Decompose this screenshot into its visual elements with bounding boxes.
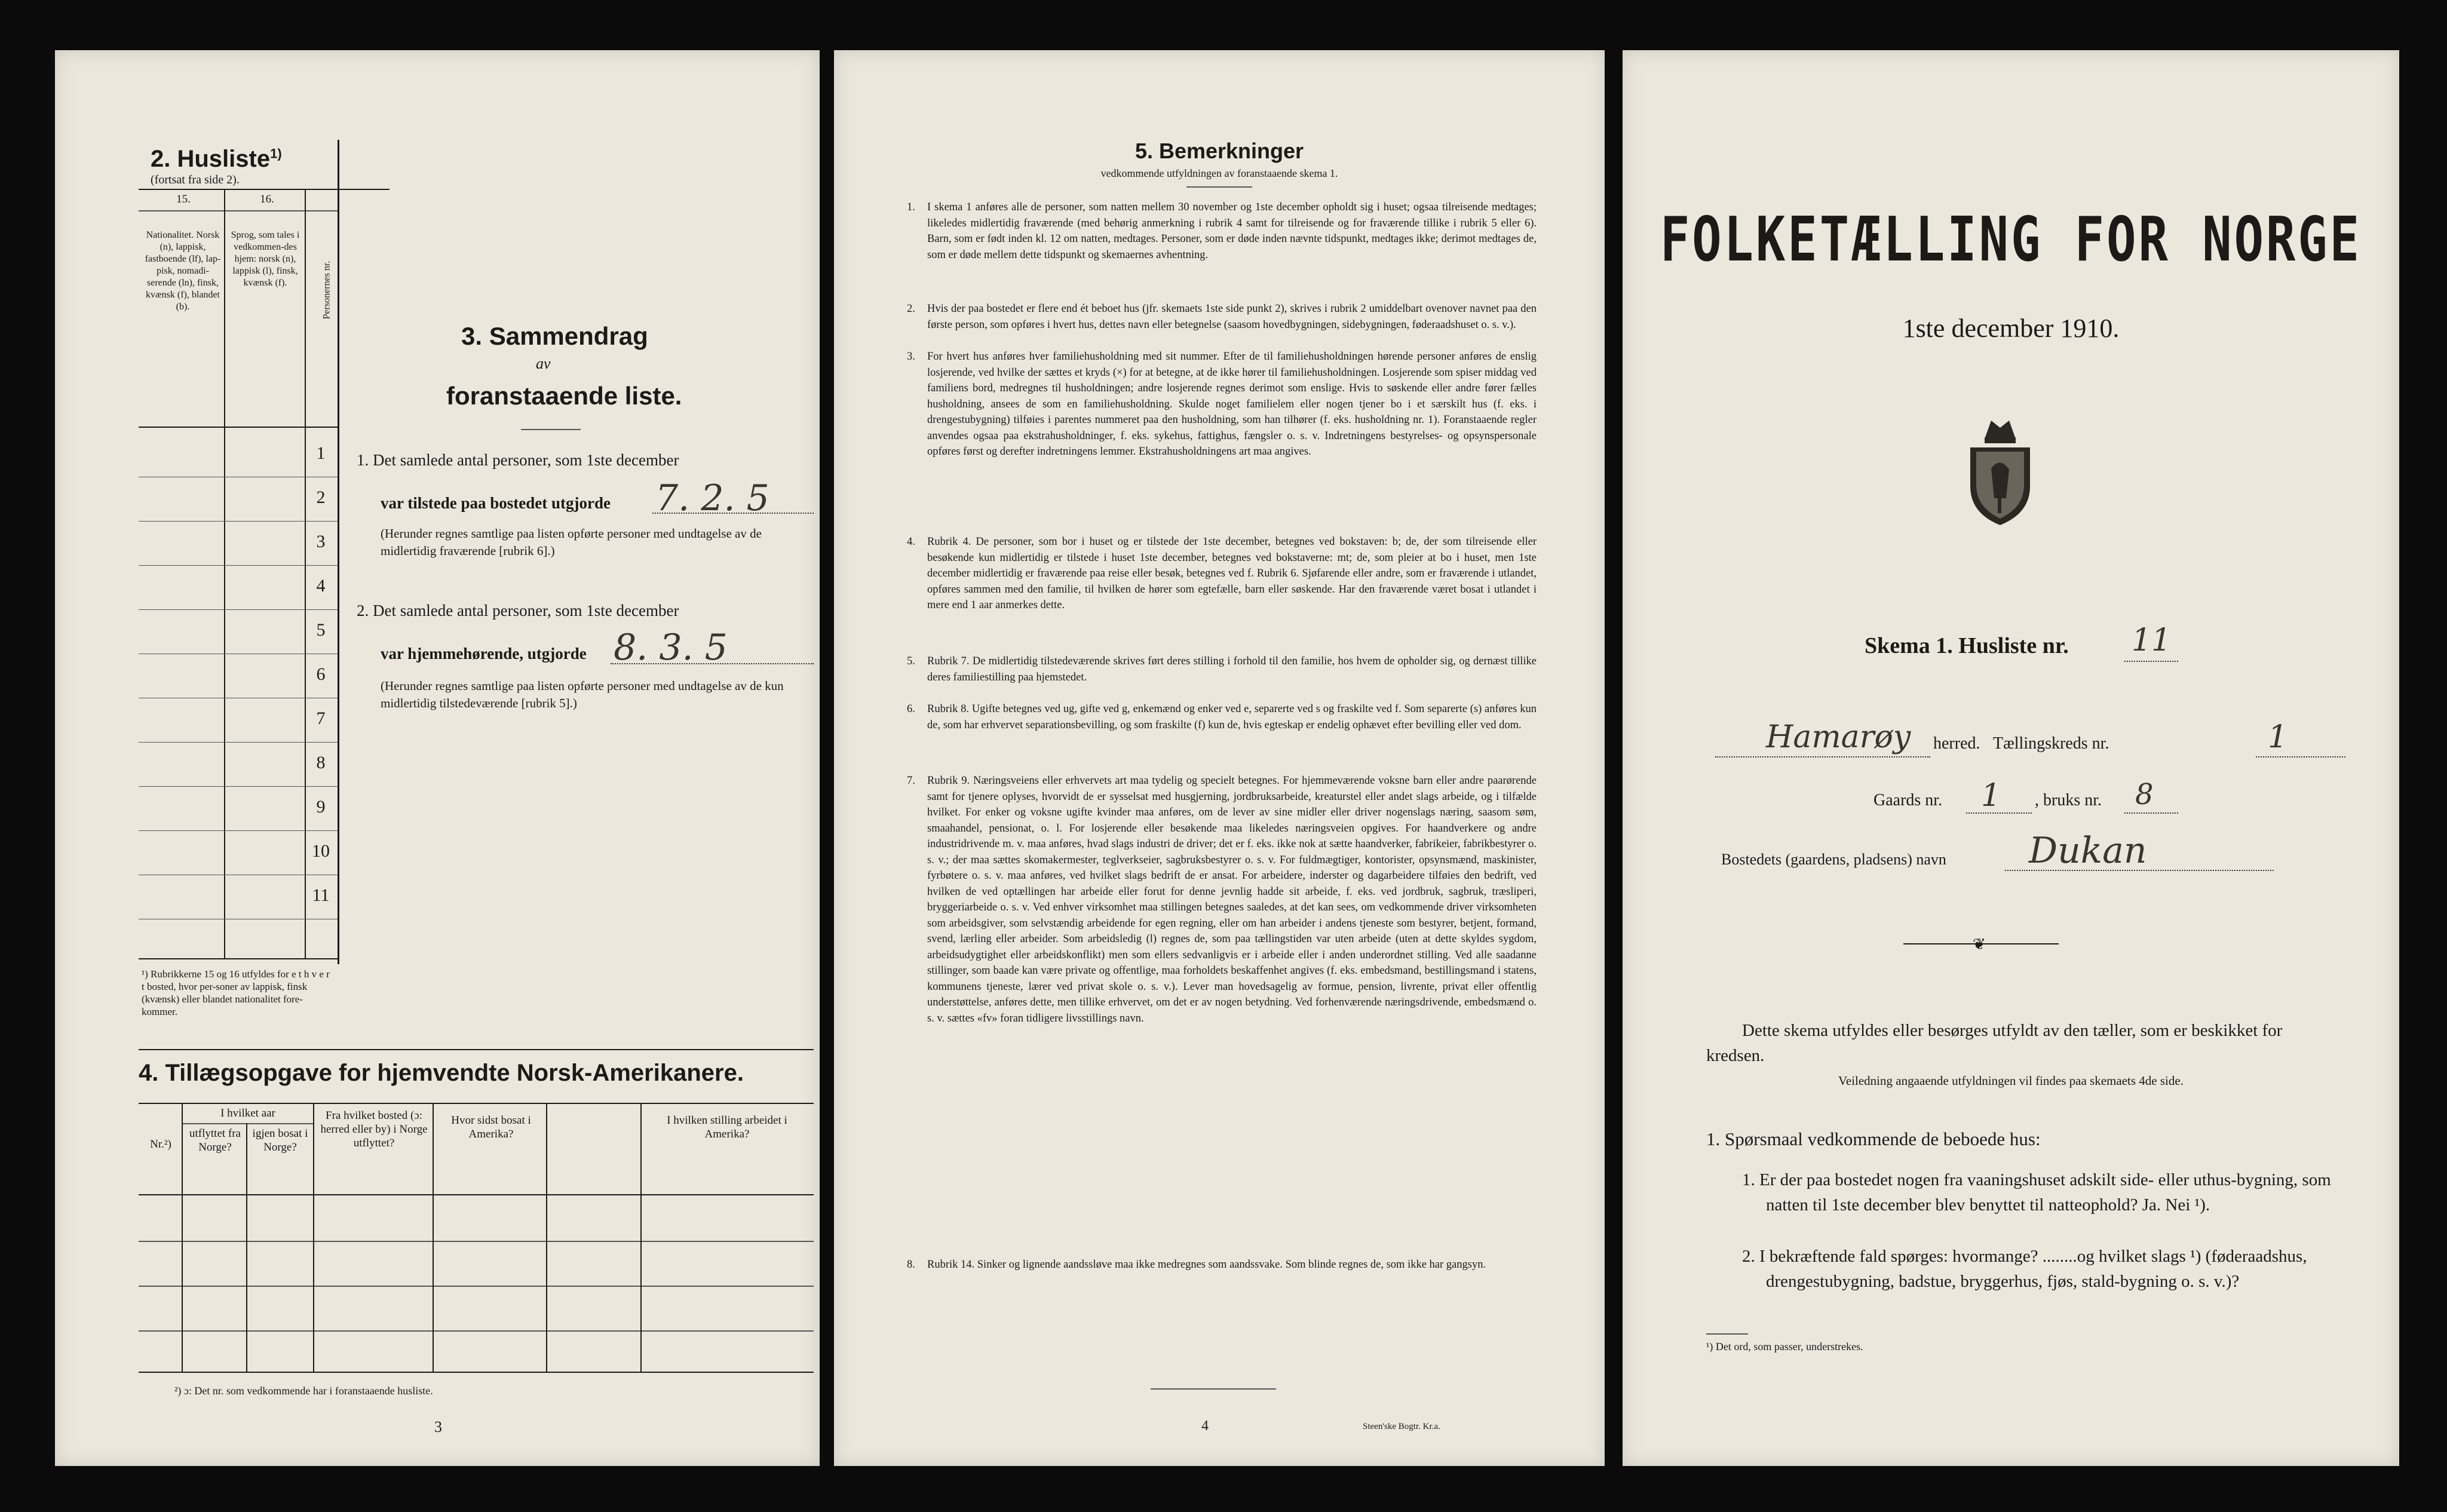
t-hvilket-aar-header: I hvilket aar bbox=[220, 1107, 275, 1120]
bruks-value[interactable]: 8 bbox=[2135, 778, 2154, 811]
remark-item bbox=[907, 301, 1537, 333]
t-fra-header: Fra hvilket bosted (ɔ: herred eller by) i Norge utflyttet? bbox=[320, 1109, 428, 1149]
row-divider bbox=[139, 565, 338, 566]
item2-label: var hjemmehørende, utgjorde bbox=[381, 645, 587, 663]
footnote-right: ¹) Det ord, som passer, understrekes. bbox=[1706, 1341, 1863, 1352]
row-number: 10 bbox=[312, 841, 330, 861]
gaards-value[interactable]: 1 bbox=[1981, 778, 2001, 814]
row-number: 1 bbox=[316, 443, 326, 463]
remark-text: For hvert hus anføres hver familiehusholdning med sit nummer. Efter de til familiehusholdningen hørende personer anføres de enslig losjerende, ved hvilke der sættes et kryds (×) for at betegne, at de ikke hører til familiehusholdningen. Losjerende som spiser middag ved familiens bord, medregnes til husholdningen; andre losjerende regnes derimot som enslige. Hvis to søskende eller andre fører fælles husholdning, ansees de som en familiehusholdning. Skulde noget familielem eller nogen tjener bo i et særskilt hus (f. eks. i drengestubygning) tilføies i parentes nummeret paa den husholdning, som han tilhører (f. eks. husholdning nr. 1). Foranstaaende regler anvendes ogsaa paa ekstrahusholdninger, f. eks. sykehus, fattighus, fængsler o. s. v. Indretningens bestyrelses- og opsynspersonale opføres først og derefter indretningens lemmer. Ekstrahusholdningens art maa angives. bbox=[927, 351, 1537, 458]
item2-note: (Herunder regnes samtlige paa listen opførte personer med undtagelse av de kun midlertidig tilstedeværende [rubrik 5].) bbox=[381, 679, 784, 710]
intro-text: Dette skema utfyldes eller besørges utfyldt av den tæller, som er beskikket for kredsen. bbox=[1706, 1021, 2283, 1065]
tillaeg-title: 4. Tillægsopgave for hjemvendte Norsk-Amerikanere. bbox=[139, 1060, 744, 1086]
remark-number: 7. bbox=[907, 775, 915, 787]
herred-value[interactable]: Hamarøy bbox=[1766, 719, 1911, 755]
row-number: 4 bbox=[316, 576, 326, 596]
item2-text: 2. Det samlede antal personer, som 1ste december bbox=[357, 602, 679, 619]
ornament-icon: ❦ bbox=[1973, 936, 1986, 953]
t-nr-header: Nr.²) bbox=[150, 1138, 171, 1151]
sammendrag-subtitle: foranstaaende liste. bbox=[446, 382, 682, 410]
page-middle bbox=[834, 50, 1605, 1466]
item2-value[interactable]: 8. 3. 5 bbox=[614, 627, 728, 668]
footnote-rubrik: ¹) Rubrikkerne 15 og 16 utfyldes for e t h v e r t bosted, hvor per-soner av lappisk, finsk (kvænsk) eller blandet nationalitet fore-kommer. bbox=[142, 968, 330, 1017]
herred-label: herred. bbox=[1933, 734, 1980, 753]
husliste-nr-value[interactable]: 11 bbox=[2132, 622, 2172, 658]
question-1: 1. Er der paa bostedet nogen fra vaaningshuset adskilt side- eller uthus-bygning, som natten til 1ste december blev benyttet til natteophold? Ja. Nei ¹). bbox=[1742, 1170, 2331, 1214]
remark-number: 1. bbox=[907, 201, 915, 213]
remark-item bbox=[907, 534, 1537, 614]
sammendrag-title: 3. Sammendrag bbox=[461, 322, 648, 350]
remark-item bbox=[907, 654, 1537, 685]
row-divider bbox=[139, 742, 338, 743]
personer-nr-header: Personernes nr. bbox=[321, 260, 332, 320]
husliste-subtitle: (fortsat fra side 2). bbox=[151, 173, 240, 186]
row-number: 5 bbox=[316, 620, 326, 640]
remark-item bbox=[907, 701, 1537, 733]
col15-number: 15. bbox=[176, 193, 191, 206]
row-number: 8 bbox=[316, 753, 326, 772]
remark-text: Rubrik 8. Ugifte betegnes ved ug, gifte ved g, enkemænd og enker ved e, separerte ved s og fraskilte ved f. Som separerte (s) anføres kun de, som har erhvervet separationsbevilling, og som fraskilte (f) kun de, hvis egteskap er endelig ophævet efter bevilling eller ved dom. bbox=[927, 703, 1537, 731]
row-divider bbox=[139, 830, 338, 831]
remark-number: 3. bbox=[907, 351, 915, 363]
row-number: 3 bbox=[316, 532, 326, 551]
row-divider bbox=[139, 609, 338, 610]
bosted-value[interactable]: Dukan bbox=[2029, 830, 2147, 872]
remark-text: Rubrik 4. De personer, som bor i huset og er tilstede der 1ste december, betegnes ved bokstaven: b; de, der som tilreisende eller besøkende kun midlertidig er tilstede i huset 1ste december, betegnes ved bokstaverne: mt; de, som pleier at bo i huset, men 1ste december midlertidig er fraværende paa reise eller besøk, betegnes ved f. Rubrik 6. Sjøfarende eller andre, som er fraværende i utlandet, opføres sammen med den familie, til hvilken de hører som egtefælle, barn eller søskende. Har den fraværende været bosat i utlandet i mere end 1 aar anmerkes dette. bbox=[927, 536, 1537, 611]
remark-number: 2. bbox=[907, 303, 915, 315]
remark-number: 8. bbox=[907, 1259, 915, 1271]
row-divider bbox=[139, 786, 338, 787]
row-number: 11 bbox=[312, 885, 330, 905]
page-left bbox=[55, 50, 820, 1466]
remark-number: 4. bbox=[907, 536, 915, 548]
remark-text: I skema 1 anføres alle de personer, som natten mellem 30 november og 1ste december opholdt sig i huset; ogsaa tilreisende medtages; likeledes midlertidig fraværende (med behørig anmerkning i rubrik 4 samt for tilreisende og for fraværende tillike i rubrik 5 eller 6). Barn, som er født inden kl. 12 om natten, medtages. Personer, som er døde inden nævnte tidspunkt, medtages ikke; derimot medtages de, som er døde mellem dette tidspunkt og skemaernes avhentning. bbox=[927, 201, 1537, 261]
row-number: 9 bbox=[316, 797, 326, 817]
col16-number: 16. bbox=[260, 193, 274, 206]
kreds-label: Tællingskreds nr. bbox=[1993, 734, 2109, 753]
remark-item bbox=[907, 200, 1537, 263]
t-stilling-header: I hvilken stilling arbeidet i Amerika? bbox=[667, 1114, 787, 1140]
bruks-label: , bruks nr. bbox=[2035, 791, 2102, 809]
sammendrag-av: av bbox=[536, 355, 551, 372]
skema-label: Skema 1. Husliste nr. bbox=[1865, 633, 2069, 658]
page-number-middle: 4 bbox=[1201, 1418, 1209, 1434]
item1-value[interactable]: 7. 2. 5 bbox=[655, 477, 769, 519]
question-2: 2. I bekræftende fald spørges: hvormange? ........og hvilket slags ¹) (føderaadshus, drengestubygning, badstue, bryggerhus, fjøs, stald-bygning o. s. v.)? bbox=[1742, 1247, 2307, 1291]
page-right bbox=[1623, 50, 2399, 1466]
remark-text: Rubrik 7. De midlertidig tilstedeværende skrives ført deres stilling i forhold til den familie, hos hvem de opholder sig, og dernæst tillike deres familiestilling paa hjemstedet. bbox=[927, 655, 1537, 683]
row-number: 6 bbox=[316, 664, 326, 684]
kreds-value[interactable]: 1 bbox=[2268, 719, 2288, 755]
remark-item bbox=[907, 773, 1537, 1026]
printer-mark: Steen'ske Bogtr. Kr.a. bbox=[1363, 1422, 1440, 1431]
remark-item bbox=[907, 349, 1537, 460]
date-line: 1ste december 1910. bbox=[1902, 314, 2120, 343]
row-number: 7 bbox=[316, 709, 326, 728]
husliste-title: 2. Husliste$^{1)}$ bbox=[151, 146, 282, 172]
row-divider bbox=[139, 521, 338, 522]
row-number: 2 bbox=[316, 487, 326, 507]
footnote-nr: ²) ɔ: Det nr. som vedkommende har i foranstaaende husliste. bbox=[174, 1385, 433, 1397]
gaards-label: Gaards nr. bbox=[1873, 791, 1943, 809]
item1-note: (Herunder regnes samtlige paa listen opførte personer med undtagelse av de midlertidig fraværende [rubrik 6].) bbox=[381, 526, 762, 558]
page-number-left: 3 bbox=[434, 1418, 442, 1436]
t-igjen-header: igjen bosat i Norge? bbox=[252, 1127, 308, 1154]
remark-number: 5. bbox=[907, 655, 915, 667]
col16-header: Sprog, som tales i vedkommen-des hjem: norsk (n), lappisk (l), finsk, kvænsk (f). bbox=[231, 230, 300, 288]
col15-header: Nationalitet. Norsk (n), lappisk, fastboende (lf), lap-pisk, nomadi-serende (ln), finsk, kvænsk (f), blandet (b). bbox=[145, 230, 221, 312]
remark-text: Rubrik 14. Sinker og lignende aandssløve maa ikke medregnes som aandssvake. Som blinde regnes de, som ikke har gangsyn. bbox=[927, 1259, 1486, 1271]
t-utflyttet-header: utflyttet fra Norge? bbox=[189, 1127, 241, 1154]
remark-text: Rubrik 9. Næringsveiens eller erhvervets art maa tydelig og specielt betegnes. For hjemmeværende voksne barn eller andre paarørende samt for tjenere oplyses, hvorvidt de er sysselsat med husgjerning, jordbruksarbeide, kreaturstel eller andet slags arbeide, og i tilfælde hvilket. For enker og voksne ugifte kvinder maa anføres, om de lever av sine midler eller driver nogenslags næring, saasom søm, smaahandel, pensionat, o. l. For losjerende eller besøkende maa likeledes næringsveien opgives. For haandverkere og andre industridrivende m. v. maa anføres, hvad slags industri de driver; det er f. eks. ikke nok at sætte haandverker, fabrikeier, fabrikbestyrer o. s. v.; der maa sættes skomakermester, teglverkseier, sagbruksbestyrer o. s. v. For fuldmægtiger, kontorister, opsynsmænd, maskinister, fyrbøtere o. s. v. maa anføres, ved hvilket slags bedrift de er ansat. For arbeidere, inderster og dagarbeidere tilføies den bedrift, ved hvilken de ved optællingen har arbeide eller forut for denne jevnlig hadde sit arbeide, f. eks. ved jordbruk, sagbruk, træsliperi, bryggeriarbeide o. s. v. Ved enhver virksomhet maa stillingen betegnes saaledes, at det kan sees, om vedkommende driver virksomheten som arbeidsgiver, som selvstændig arbeidende for egen regning, eller om han arbeider i andens tjeneste som bestyrer, betjent, formand, svend, lærling eller arbeider. Som arbeidsledig (l) regnes de, som paa tællingstiden var uten arbeide (uten at dette skyldes sygdom, arbeidsudygtighet eller arbeidskonflikt) men som ellers sedvanligvis er i arbeide eller i anden underordnet stilling. Ved alle saadanne stillinger, som baade kan være private og offentlige, maa forholdets beskaffenhet angives (f. eks. embedsmand, bestillingsmand i statens, kommunens tjeneste, lærer ved privat skole o. s. v.). Lever man hovedsagelig av formue, pension, livrente, privat eller offentlig understøttelse, anføres dette, men tillike erhvervet, om det er av nogen betydning. Ved forhenværende næringsdrivende, embedsmænd o. s. v. sættes «fv» foran tidligere livsstillings navn. bbox=[927, 775, 1537, 1025]
questions-title: 1. Spørsmaal vedkommende de beboede hus: bbox=[1706, 1128, 2041, 1149]
bemerkninger-subtitle: vedkommende utfyldningen av foranstaaende skema 1. bbox=[1100, 167, 1338, 179]
remark-text: Hvis der paa bostedet er flere end ét beboet hus (jfr. skemaets 1ste side punkt 2), skrives i rubrik 2 umiddelbart ovenover navnet paa den første person, som opføres i hvert hus, dettes navn eller betegnelse (saasom hovedbygningen, sidebygningen, føderaadshuset o. s. v.). bbox=[927, 303, 1537, 331]
main-title: FOLKETÆLLING FOR NORGE bbox=[1660, 204, 2362, 275]
item1-label: var tilstede paa bostedet utgjorde bbox=[381, 494, 611, 512]
bosted-label: Bostedets (gaardens, pladsens) navn bbox=[1721, 851, 1946, 868]
bemerkninger-title: 5. Bemerkninger bbox=[1134, 139, 1304, 163]
remark-number: 6. bbox=[907, 703, 915, 715]
norwegian-coat-of-arms-icon bbox=[1958, 415, 2042, 528]
item1-text: 1. Det samlede antal personer, som 1ste december bbox=[357, 451, 679, 469]
remark-item bbox=[907, 1257, 1537, 1273]
t-hvor-header: Hvor sidst bosat i Amerika? bbox=[451, 1114, 531, 1140]
veiledning-text: Veiledning angaaende utfyldningen vil findes paa skemaets 4de side. bbox=[1838, 1074, 2184, 1088]
